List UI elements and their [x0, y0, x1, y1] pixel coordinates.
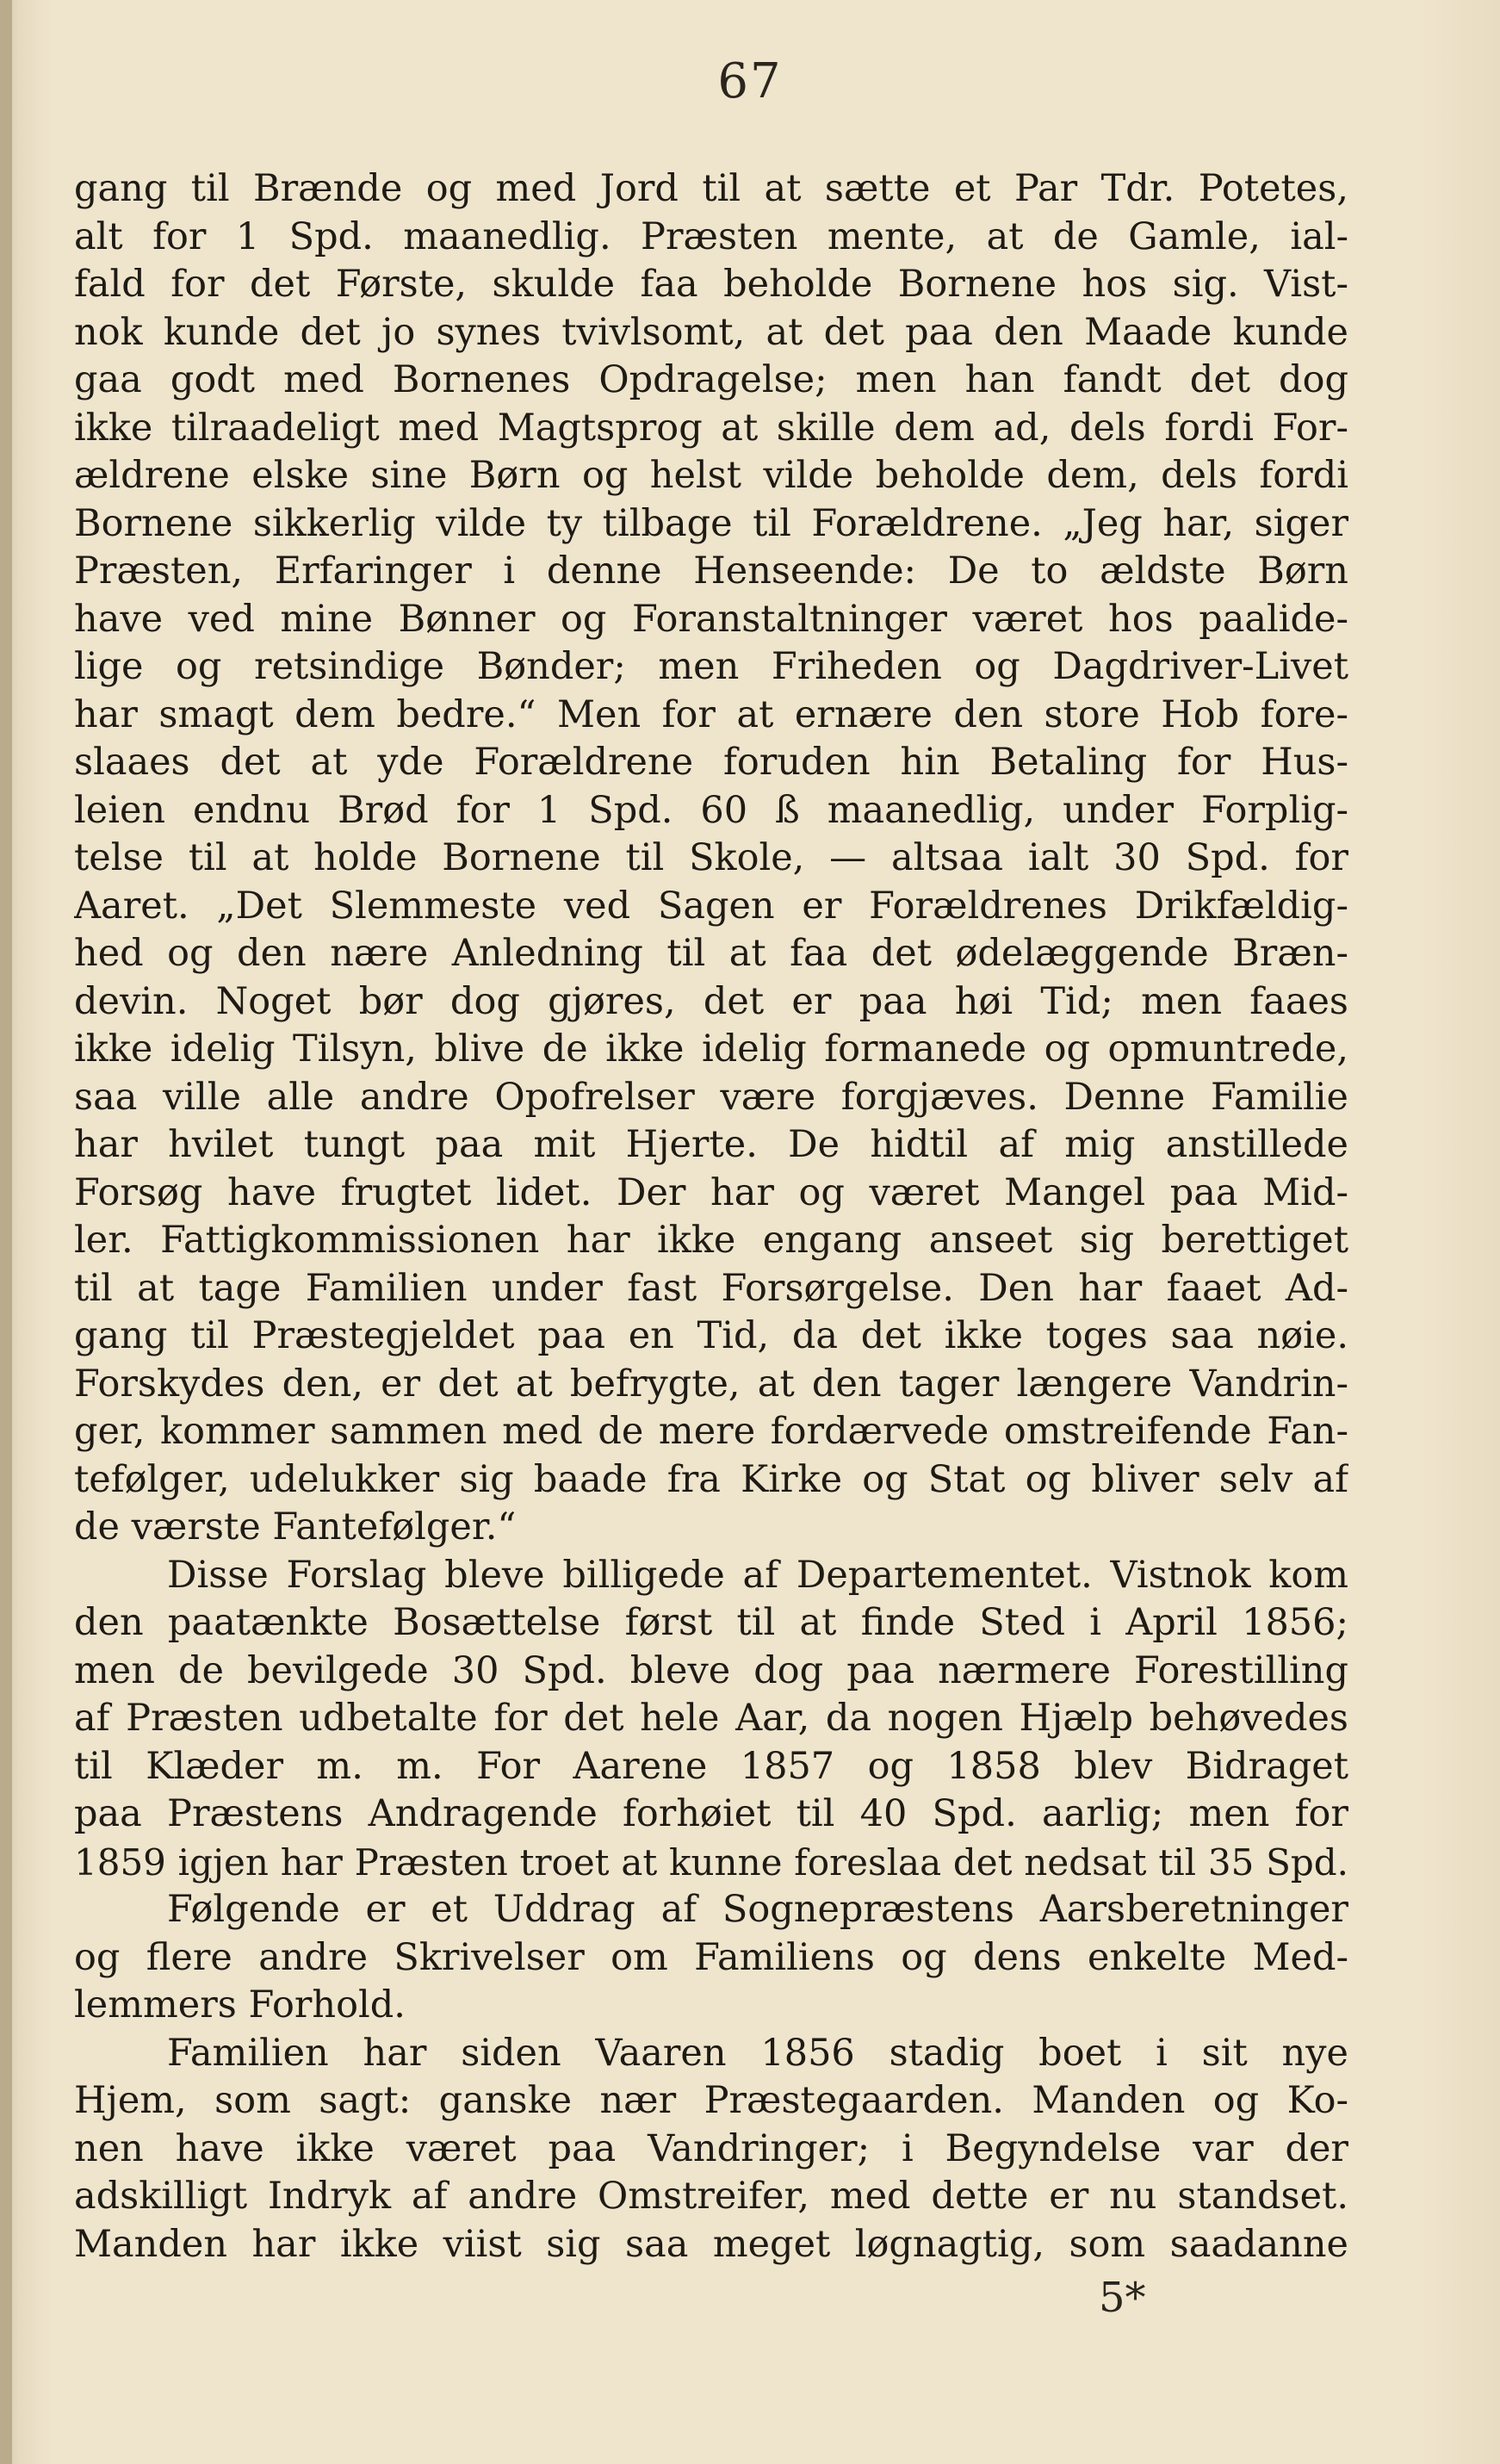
text-line: til Klæder m. m. For Aarene 1857 og 1858 blev Bidraget: [74, 1744, 1348, 1788]
text-line: nok kunde det jo synes tvivlsomt, at det paa den Maade kunde: [74, 310, 1348, 354]
text-line: Familien har siden Vaaren 1856 stadig boet i sit nye: [167, 2031, 1348, 2075]
text-line: ældrene elske sine Børn og helst vilde beholde dem, dels fordi: [74, 454, 1348, 497]
signature-mark: 5*: [1099, 2274, 1146, 2322]
text-line: tefølger, udelukker sig baade fra Kirke og Stat og bliver selv af: [74, 1457, 1348, 1501]
text-line: ger, kommer sammen med de mere fordærvede omstreifende Fan-: [74, 1410, 1348, 1453]
text-line: Disse Forslag bleve billigede af Departementet. Vistnok kom: [167, 1553, 1348, 1597]
text-line: Forskydes den, er det at befrygte, at den tager længere Vandrin-: [74, 1362, 1348, 1406]
text-line: hed og den nære Anledning til at faa det ødelæggende Bræn-: [74, 932, 1348, 975]
text-line: fald for det Første, skulde faa beholde Bornene hos sig. Vist-: [74, 263, 1348, 306]
text-line: Forsøg have frugtet lidet. Der har og været Mangel paa Mid-: [74, 1170, 1348, 1214]
text-line: have ved mine Bønner og Foranstaltninger været hos paalide-: [74, 597, 1348, 641]
text-line: devin. Noget bør dog gjøres, det er paa høi Tid; men faaes: [74, 979, 1348, 1023]
text-line: 1859 igjen har Præsten troet at kunne foreslaa det nedsat til 35 Spd.: [74, 1840, 1348, 1884]
text-line: Følgende er et Uddrag af Sognepræstens Aarsberetninger: [167, 1888, 1348, 1931]
text-line: nen have ikke været paa Vandringer; i Begyndelse var der: [74, 2126, 1348, 2170]
text-line: Aaret. „Det Slemmeste ved Sagen er Forældrenes Drikfældig-: [74, 884, 1348, 928]
text-line: gang til Præstegjeldet paa en Tid, da det ikke toges saa nøie.: [74, 1314, 1348, 1357]
text-line: lige og retsindige Bønder; men Friheden og Dagdriver-Livet: [74, 645, 1348, 688]
text-line: ikke tilraadeligt med Magtsprog at skille dem ad, dels fordi For-: [74, 406, 1348, 450]
text-line: Bornene sikkerlig vilde ty tilbage til Forældrene. „Jeg har, siger: [74, 501, 1348, 545]
text-line: slaaes det at yde Forældrene foruden hin Betaling for Hus-: [74, 741, 1348, 784]
text-line: ikke idelig Tilsyn, blive de ikke idelig formanede og opmuntrede,: [74, 1027, 1348, 1071]
text-line: adskilligt Indryk af andre Omstreifer, med dette er nu standset.: [74, 2175, 1348, 2218]
text-line: har smagt dem bedre.“ Men for at ernære den store Hob fore-: [74, 692, 1348, 736]
text-line: ler. Fattigkommissionen har ikke engang anseet sig berettiget: [74, 1219, 1348, 1262]
body-text: [74, 165, 1348, 2268]
text-line: Præsten, Erfaringer i denne Henseende: De to ældste Børn: [74, 549, 1348, 593]
text-line: af Præsten udbetalte for det hele Aar, da nogen Hjælp behøvedes: [74, 1697, 1348, 1740]
text-line: den paatænkte Bosættelse først til at finde Sted i April 1856;: [74, 1601, 1348, 1644]
text-line: har hvilet tungt paa mit Hjerte. De hidtil af mig anstillede: [74, 1123, 1348, 1166]
page-gutter-edge: [0, 0, 12, 2464]
text-line: til at tage Familien under fast Forsørgelse. Den har faaet Ad-: [74, 1266, 1348, 1310]
text-line: men de bevilgede 30 Spd. bleve dog paa nærmere Forestilling: [74, 1648, 1348, 1692]
text-line: telse til at holde Bornene til Skole, — altsaa ialt 30 Spd. for: [74, 836, 1348, 879]
text-line: Manden har ikke viist sig saa meget løgnagtig, som saadanne: [74, 2222, 1348, 2266]
text-line: lemmers Forhold.: [74, 1983, 406, 2026]
text-line: saa ville alle andre Opofrelser være forgjæves. Denne Familie: [74, 1075, 1348, 1119]
text-line: Hjem, som sagt: ganske nær Præstegaarden. Manden og Ko-: [74, 2079, 1348, 2122]
page-number: 67: [717, 53, 783, 109]
text-line: og flere andre Skrivelser om Familiens og dens enkelte Med-: [74, 1935, 1348, 1979]
text-line: paa Præstens Andragende forhøiet til 40 Spd. aarlig; men for: [74, 1792, 1348, 1835]
text-line: de værste Fantefølger.“: [74, 1505, 517, 1549]
text-line: gaa godt med Bornenes Opdragelse; men han fandt det dog: [74, 358, 1348, 401]
text-line: alt for 1 Spd. maanedlig. Præsten mente, at de Gamle, ial-: [74, 214, 1348, 258]
text-line: gang til Brænde og med Jord til at sætte et Par Tdr. Potetes,: [74, 167, 1348, 210]
text-line: leien endnu Brød for 1 Spd. 60 ß maanedlig, under Forplig-: [74, 788, 1348, 832]
